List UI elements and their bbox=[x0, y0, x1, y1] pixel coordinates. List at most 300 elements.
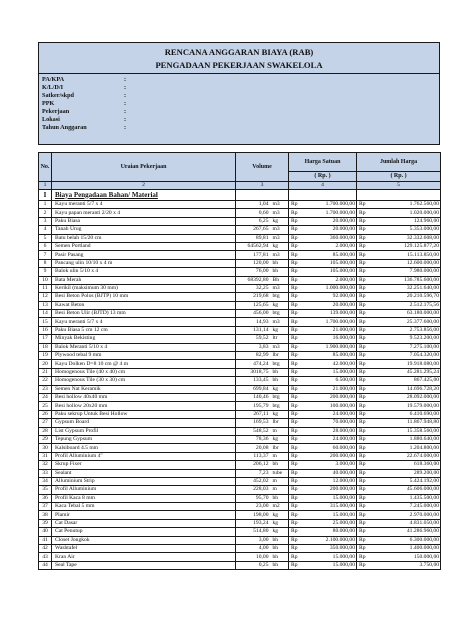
row-number: 20 bbox=[39, 360, 52, 368]
row-unit-price: 1.900.000,00 bbox=[301, 343, 357, 351]
row-unit: m bbox=[270, 427, 289, 435]
row-currency: Rp bbox=[289, 360, 301, 368]
table-row bbox=[39, 393, 441, 401]
row-currency: Rp bbox=[357, 452, 369, 460]
row-number: 13 bbox=[39, 301, 52, 309]
row-unit-price: 1.700.000,00 bbox=[301, 201, 357, 209]
row-number: 27 bbox=[39, 419, 52, 427]
row-description: Balok ulin 5/10 x 4 bbox=[52, 268, 236, 276]
row-description: List Gypsum Profil bbox=[52, 427, 236, 435]
meta-colon: : bbox=[124, 84, 127, 91]
row-currency: Rp bbox=[289, 545, 301, 553]
row-unit: bh bbox=[270, 494, 289, 502]
row-unit-price: 20.000,00 bbox=[301, 301, 357, 309]
row-currency: Rp bbox=[289, 469, 301, 477]
row-unit-price: 21.000,00 bbox=[301, 385, 357, 393]
row-volume: 89,81 bbox=[236, 234, 270, 242]
row-unit: m bbox=[270, 486, 289, 494]
row-unit-price: 28.000,00 bbox=[301, 427, 357, 435]
row-volume: 198,00 bbox=[236, 511, 270, 519]
row-unit: bh bbox=[270, 461, 289, 469]
row-description: Washtafel bbox=[52, 545, 236, 553]
row-currency: Rp bbox=[289, 402, 301, 410]
meta-row bbox=[42, 124, 436, 132]
row-total-price: 867.425,00 bbox=[369, 377, 441, 385]
row-volume: 4,00 bbox=[236, 545, 270, 553]
title-box bbox=[38, 42, 440, 74]
row-total-price: 1.020.000,00 bbox=[369, 209, 441, 217]
row-currency: Rp bbox=[289, 310, 301, 318]
row-total-price: 7.980.000,00 bbox=[369, 268, 441, 276]
row-unit-price: 16.000,00 bbox=[301, 335, 357, 343]
row-volume: 133,45 bbox=[236, 377, 270, 385]
row-description: Skrup Fixer bbox=[52, 461, 236, 469]
row-currency: Rp bbox=[289, 536, 301, 544]
row-unit: m3 bbox=[270, 209, 289, 217]
row-volume: 59,52 bbox=[236, 335, 270, 343]
meta-label: Pekerjaan bbox=[42, 108, 70, 115]
row-total-price: 124.960,00 bbox=[369, 217, 441, 225]
row-number: 1 bbox=[39, 201, 52, 209]
row-unit: m3 bbox=[270, 234, 289, 242]
row-unit-price: 200.000,00 bbox=[301, 486, 357, 494]
row-number: 16 bbox=[39, 326, 52, 334]
row-currency: Rp bbox=[357, 385, 369, 393]
row-currency: Rp bbox=[289, 444, 301, 452]
row-unit-price: 15.000,00 bbox=[301, 368, 357, 376]
row-currency: Rp bbox=[289, 419, 301, 427]
row-description: Seal Tape bbox=[52, 561, 236, 569]
row-currency: Rp bbox=[357, 377, 369, 385]
row-unit-price: 20.000,00 bbox=[301, 226, 357, 234]
table-row bbox=[39, 318, 441, 326]
row-description: Pancang ulin 10/10 x 4 m bbox=[52, 259, 236, 267]
meta-row bbox=[42, 76, 436, 84]
row-total-price: 15.113.850,00 bbox=[369, 251, 441, 259]
row-total-price: 12.600.000,00 bbox=[369, 259, 441, 267]
col-header-volume: Volume bbox=[236, 153, 289, 182]
row-description: Batu belah 15/20 cm bbox=[52, 234, 236, 242]
row-volume: 452,02 bbox=[236, 477, 270, 485]
row-currency: Rp bbox=[357, 259, 369, 267]
row-number: 34 bbox=[39, 477, 52, 485]
row-unit-price: 92.000,00 bbox=[301, 293, 357, 301]
row-number: 33 bbox=[39, 469, 52, 477]
row-volume: 23,00 bbox=[236, 503, 270, 511]
row-description: Kran Air bbox=[52, 553, 236, 561]
row-volume: 64562,94 bbox=[236, 242, 270, 250]
row-total-price: 150.000,00 bbox=[369, 553, 441, 561]
row-unit-price: 42.000,00 bbox=[301, 360, 357, 368]
row-currency: Rp bbox=[357, 242, 369, 250]
row-unit: m bbox=[270, 477, 289, 485]
row-number: 41 bbox=[39, 536, 52, 544]
row-unit: kg bbox=[270, 326, 289, 334]
meta-row bbox=[42, 108, 436, 116]
project-info-block bbox=[38, 74, 440, 145]
table-row bbox=[39, 545, 441, 553]
row-description: Homogenous Tile (30 x 30) cm bbox=[52, 377, 236, 385]
table-row bbox=[39, 435, 441, 443]
row-currency: Rp bbox=[289, 511, 301, 519]
meta-row bbox=[42, 84, 436, 92]
row-total-price: 14.696.728,20 bbox=[369, 385, 441, 393]
row-total-price: 7.054.320,00 bbox=[369, 352, 441, 360]
table-row bbox=[39, 519, 441, 527]
row-volume: 548,52 bbox=[236, 427, 270, 435]
row-number: 25 bbox=[39, 402, 52, 410]
row-total-price: 136.785.600,00 bbox=[369, 276, 441, 284]
row-unit: kg bbox=[270, 242, 289, 250]
row-currency: Rp bbox=[357, 545, 369, 553]
row-unit: m3 bbox=[270, 226, 289, 234]
row-currency: Rp bbox=[289, 284, 301, 292]
row-currency: Rp bbox=[289, 368, 301, 376]
row-unit-price: 15.000,00 bbox=[301, 561, 357, 569]
row-description: Kayu meranti 5/7 x 4 bbox=[52, 201, 236, 209]
row-volume: 95,70 bbox=[236, 494, 270, 502]
row-unit-price: 350.000,00 bbox=[301, 545, 357, 553]
row-unit: bh bbox=[270, 553, 289, 561]
row-currency: Rp bbox=[289, 301, 301, 309]
row-unit: btg bbox=[270, 393, 289, 401]
row-currency: Rp bbox=[357, 310, 369, 318]
row-total-price: 15.358.560,00 bbox=[369, 427, 441, 435]
row-currency: Rp bbox=[289, 528, 301, 536]
meta-label: PPK bbox=[42, 100, 55, 107]
row-description: Profil Alluminium bbox=[52, 486, 236, 494]
row-number: 28 bbox=[39, 427, 52, 435]
row-unit: bh bbox=[270, 377, 289, 385]
row-total-price: 2.970.000,00 bbox=[369, 511, 441, 519]
row-currency: Rp bbox=[357, 201, 369, 209]
category-row bbox=[39, 190, 441, 201]
row-unit-price: 25.000,00 bbox=[301, 519, 357, 527]
row-unit-price: 2.000,00 bbox=[301, 276, 357, 284]
row-number: 2 bbox=[39, 209, 52, 217]
row-volume: 193,24 bbox=[236, 519, 270, 527]
row-total-price: 6.300.000,00 bbox=[369, 536, 441, 544]
row-unit-price: 6.500,00 bbox=[301, 377, 357, 385]
row-number: 37 bbox=[39, 503, 52, 511]
row-volume: 140,46 bbox=[236, 393, 270, 401]
row-unit-price: 200.000,00 bbox=[301, 452, 357, 460]
row-number: 26 bbox=[39, 410, 52, 418]
row-number: 32 bbox=[39, 461, 52, 469]
row-total-price: 41.286.960,00 bbox=[369, 528, 441, 536]
row-unit: bh bbox=[270, 536, 289, 544]
row-volume: 131,14 bbox=[236, 326, 270, 334]
row-unit: m2 bbox=[270, 503, 289, 511]
row-description: Profil Kaca 8 mm bbox=[52, 494, 236, 502]
row-total-price: 63.180.000,00 bbox=[369, 310, 441, 318]
row-currency: Rp bbox=[289, 461, 301, 469]
row-volume: 82,99 bbox=[236, 352, 270, 360]
row-unit-price: 315.000,00 bbox=[301, 503, 357, 511]
row-description: Closet Jongkok bbox=[52, 536, 236, 544]
row-total-price: 45.606.000,00 bbox=[369, 486, 441, 494]
row-currency: Rp bbox=[357, 461, 369, 469]
row-number: 35 bbox=[39, 486, 52, 494]
row-volume: 699,84 bbox=[236, 385, 270, 393]
row-volume: 32,25 bbox=[236, 284, 270, 292]
row-currency: Rp bbox=[289, 435, 301, 443]
row-currency: Rp bbox=[289, 234, 301, 242]
row-unit: kg bbox=[270, 528, 289, 536]
row-unit: bh bbox=[270, 268, 289, 276]
row-description: Semen Nat Keramik bbox=[52, 385, 236, 393]
row-total-price: 1.204.800,00 bbox=[369, 444, 441, 452]
table-row bbox=[39, 528, 441, 536]
row-volume: 0,60 bbox=[236, 209, 270, 217]
row-total-price: 2.753.856,00 bbox=[369, 326, 441, 334]
row-currency: Rp bbox=[357, 284, 369, 292]
row-volume: 78,36 bbox=[236, 435, 270, 443]
table-row bbox=[39, 343, 441, 351]
table-row bbox=[39, 310, 441, 318]
row-currency: Rp bbox=[289, 276, 301, 284]
row-description: Kayu Dolken D=8 10 cm @ 4 m bbox=[52, 360, 236, 368]
row-volume: 125,65 bbox=[236, 301, 270, 309]
row-currency: Rp bbox=[357, 553, 369, 561]
table-row bbox=[39, 251, 441, 259]
category-label: Biaya Pengadaan Bahan/ Material bbox=[52, 190, 236, 201]
row-currency: Rp bbox=[289, 318, 301, 326]
row-total-price: 7.275.100,00 bbox=[369, 343, 441, 351]
row-total-price: 4.831.050,00 bbox=[369, 519, 441, 527]
row-number: 7 bbox=[39, 251, 52, 259]
row-currency: Rp bbox=[357, 536, 369, 544]
row-number: 9 bbox=[39, 268, 52, 276]
row-unit: Bh bbox=[270, 276, 289, 284]
row-unit: bh bbox=[270, 368, 289, 376]
row-total-price: 289.200,00 bbox=[369, 469, 441, 477]
row-total-price: 1.880.640,00 bbox=[369, 435, 441, 443]
row-total-price: 1.435.500,00 bbox=[369, 494, 441, 502]
row-unit-price: 1.700.000,00 bbox=[301, 209, 357, 217]
col-header-uraian: Uraian Pekerjaan bbox=[52, 153, 236, 182]
row-total-price: 22.674.000,00 bbox=[369, 452, 441, 460]
table-row bbox=[39, 486, 441, 494]
row-number: 14 bbox=[39, 310, 52, 318]
table-row bbox=[39, 209, 441, 217]
meta-row bbox=[42, 92, 436, 100]
row-total-price: 3.750,00 bbox=[369, 561, 441, 569]
row-currency: Rp bbox=[289, 477, 301, 485]
row-currency: Rp bbox=[357, 427, 369, 435]
row-volume: 20,08 bbox=[236, 444, 270, 452]
row-total-price: 9.523.200,00 bbox=[369, 335, 441, 343]
row-currency: Rp bbox=[357, 293, 369, 301]
row-total-price: 1.400.000,00 bbox=[369, 545, 441, 553]
row-description: Kaca Tebal 5 mm bbox=[52, 503, 236, 511]
table-row bbox=[39, 276, 441, 284]
row-unit-price: 200.000,00 bbox=[301, 393, 357, 401]
col-number: 2 bbox=[52, 182, 236, 190]
row-description: Kayu papan meranti 2/20 x 4 bbox=[52, 209, 236, 217]
row-unit-price: 24.000,00 bbox=[301, 410, 357, 418]
row-unit: kg bbox=[270, 519, 289, 527]
row-currency: Rp bbox=[357, 343, 369, 351]
meta-label: Lokasi bbox=[42, 116, 60, 123]
row-description: Homogenous Tile (40 x 40) cm bbox=[52, 368, 236, 376]
meta-colon: : bbox=[124, 76, 127, 83]
row-total-price: 19.918.080,00 bbox=[369, 360, 441, 368]
row-volume: 219,68 bbox=[236, 293, 270, 301]
row-currency: Rp bbox=[289, 242, 301, 250]
row-number: 39 bbox=[39, 519, 52, 527]
table-row bbox=[39, 368, 441, 376]
col-header-rp-satuan: ( Rp. ) bbox=[289, 172, 357, 182]
col-header-no: No. bbox=[39, 153, 52, 182]
row-volume: 206,12 bbox=[236, 461, 270, 469]
row-unit: kg bbox=[270, 301, 289, 309]
table-row bbox=[39, 402, 441, 410]
table-row bbox=[39, 293, 441, 301]
table-row bbox=[39, 452, 441, 460]
row-unit: btg bbox=[270, 310, 289, 318]
table-row bbox=[39, 377, 441, 385]
row-currency: Rp bbox=[289, 427, 301, 435]
table-row bbox=[39, 419, 441, 427]
row-number: 8 bbox=[39, 259, 52, 267]
row-number: 11 bbox=[39, 284, 52, 292]
row-unit-price: 15.000,00 bbox=[301, 494, 357, 502]
meta-colon: : bbox=[124, 116, 127, 123]
row-currency: Rp bbox=[289, 377, 301, 385]
row-volume: 456,00 bbox=[236, 310, 270, 318]
row-number: 36 bbox=[39, 494, 52, 502]
row-number: 10 bbox=[39, 276, 52, 284]
table-row bbox=[39, 259, 441, 267]
table-row bbox=[39, 226, 441, 234]
meta-colon: : bbox=[124, 124, 127, 131]
row-currency: Rp bbox=[357, 528, 369, 536]
row-total-price: 11.867.948,80 bbox=[369, 419, 441, 427]
row-unit: btg bbox=[270, 360, 289, 368]
row-currency: Rp bbox=[357, 511, 369, 519]
row-currency: Rp bbox=[289, 209, 301, 217]
row-volume: 3,00 bbox=[236, 536, 270, 544]
row-description: Besi hollow 20x20 mm bbox=[52, 402, 236, 410]
row-volume: 76,00 bbox=[236, 268, 270, 276]
row-volume: 177,81 bbox=[236, 251, 270, 259]
meta-label: Satker/skpd bbox=[42, 92, 74, 99]
col-number: 1 bbox=[39, 182, 52, 190]
row-unit: tube bbox=[270, 469, 289, 477]
row-unit: m bbox=[270, 452, 289, 460]
row-total-price: 32.251.640,00 bbox=[369, 284, 441, 292]
row-description: Paku Biasa 5 cm 12 cm bbox=[52, 326, 236, 334]
row-total-price: 19.579.000,00 bbox=[369, 402, 441, 410]
table-row bbox=[39, 444, 441, 452]
meta-label: Tahun Anggaran bbox=[42, 124, 87, 131]
table-row bbox=[39, 284, 441, 292]
row-unit-price: 21.000,00 bbox=[301, 326, 357, 334]
row-currency: Rp bbox=[357, 217, 369, 225]
row-total-price: 2.512.175,56 bbox=[369, 301, 441, 309]
row-currency: Rp bbox=[357, 209, 369, 217]
row-currency: Rp bbox=[357, 519, 369, 527]
row-currency: Rp bbox=[357, 352, 369, 360]
row-currency: Rp bbox=[357, 503, 369, 511]
row-currency: Rp bbox=[289, 452, 301, 460]
col-header-rp-jumlah: ( Rp. ) bbox=[357, 172, 441, 182]
row-volume: 195,79 bbox=[236, 402, 270, 410]
title-line-1: RENCANA ANGGARAN BIAYA (RAB) bbox=[164, 47, 314, 57]
row-currency: Rp bbox=[357, 477, 369, 485]
row-currency: Rp bbox=[357, 435, 369, 443]
row-number: 23 bbox=[39, 385, 52, 393]
meta-row bbox=[42, 116, 436, 124]
row-currency: Rp bbox=[289, 201, 301, 209]
row-unit: btg bbox=[270, 402, 289, 410]
row-currency: Rp bbox=[357, 402, 369, 410]
row-number: 38 bbox=[39, 511, 52, 519]
row-currency: Rp bbox=[289, 385, 301, 393]
row-currency: Rp bbox=[357, 335, 369, 343]
row-description: Pasir Pasang bbox=[52, 251, 236, 259]
meta-colon: : bbox=[124, 100, 127, 107]
meta-colon: : bbox=[124, 92, 127, 99]
row-currency: Rp bbox=[289, 503, 301, 511]
row-volume: 3018,75 bbox=[236, 368, 270, 376]
row-description: Minyak Bekisting bbox=[52, 335, 236, 343]
row-unit-price: 24.000,00 bbox=[301, 435, 357, 443]
row-description: Plamir bbox=[52, 511, 236, 519]
table-row bbox=[39, 268, 441, 276]
row-total-price: 618.360,00 bbox=[369, 461, 441, 469]
table-row bbox=[39, 469, 441, 477]
row-description: Kawat Beton bbox=[52, 301, 236, 309]
row-volume: 474,24 bbox=[236, 360, 270, 368]
row-unit: bh bbox=[270, 545, 289, 553]
row-description: Cat Penutup bbox=[52, 528, 236, 536]
row-currency: Rp bbox=[357, 318, 369, 326]
row-unit: bh bbox=[270, 561, 289, 569]
row-unit-price: 139.000,00 bbox=[301, 310, 357, 318]
row-volume: 514,80 bbox=[236, 528, 270, 536]
row-currency: Rp bbox=[289, 335, 301, 343]
row-unit: m3 bbox=[270, 343, 289, 351]
table-row bbox=[39, 201, 441, 209]
row-unit-price: 1.000.000,00 bbox=[301, 284, 357, 292]
row-number: 21 bbox=[39, 368, 52, 376]
row-unit: ltr bbox=[270, 335, 289, 343]
meta-label: K/L/D/I bbox=[42, 84, 63, 91]
row-currency: Rp bbox=[357, 393, 369, 401]
row-volume: 6,25 bbox=[236, 217, 270, 225]
row-currency: Rp bbox=[289, 259, 301, 267]
row-currency: Rp bbox=[357, 234, 369, 242]
row-number: 42 bbox=[39, 545, 52, 553]
row-volume: 113,37 bbox=[236, 452, 270, 460]
row-description: Paku Biasa bbox=[52, 217, 236, 225]
row-number: 40 bbox=[39, 528, 52, 536]
row-description: Kerikil (maksimum 30 mm) bbox=[52, 284, 236, 292]
row-currency: Rp bbox=[357, 268, 369, 276]
table-row bbox=[39, 503, 441, 511]
row-unit: kg bbox=[270, 217, 289, 225]
row-currency: Rp bbox=[357, 561, 369, 569]
row-unit-price: 1.700.000,00 bbox=[301, 318, 357, 326]
row-description: Besi hollow 40x40 mm bbox=[52, 393, 236, 401]
row-unit-price: 70.000,00 bbox=[301, 419, 357, 427]
row-currency: Rp bbox=[289, 226, 301, 234]
table-row bbox=[39, 301, 441, 309]
row-unit: kg bbox=[270, 410, 289, 418]
table-row bbox=[39, 242, 441, 250]
